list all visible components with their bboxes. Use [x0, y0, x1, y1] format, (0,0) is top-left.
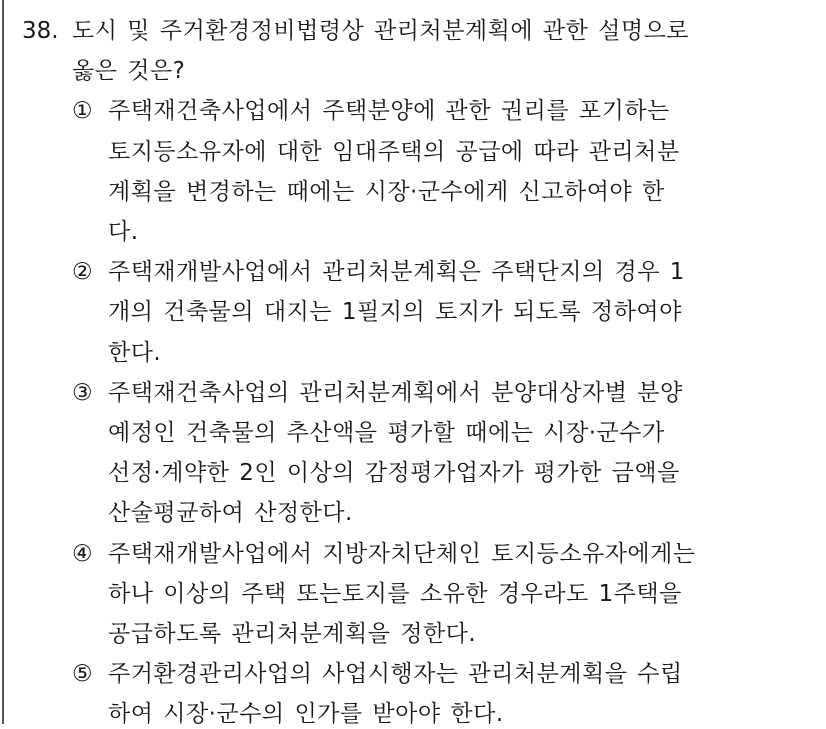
option-5-line-2: 하여 시장·군수의 인가를 받아야 한다. — [108, 701, 504, 727]
option-4-line-3: 공급하도록 관리처분계획을 정한다. — [108, 621, 477, 647]
question-stem-line-1: 도시 및 주거환경정비법령상 관리처분계획에 관한 설명으로 — [72, 18, 690, 44]
option-2-line-1: 주택재개발사업에서 관리처분계획은 주택단지의 경우 1 — [108, 259, 685, 285]
option-1-line-1: 주택재건축사업에서 주택분양에 관한 권리를 포기하는 — [108, 98, 670, 124]
option-5-line-1: 주거환경관리사업의 사업시행자는 관리처분계획을 수립 — [108, 661, 683, 687]
option-3-line-4: 산술평균하여 산정한다. — [108, 500, 353, 526]
option-4-line-2: 하나 이상의 주택 또는토지를 소유한 경우라도 1주택을 — [108, 581, 682, 607]
option-3-line-2: 예정인 건축물의 추산액을 평가할 때에는 시장·군수가 — [108, 420, 665, 446]
option-marker-5: ⑤ — [72, 661, 93, 687]
option-3-line-3: 선정·계약한 2인 이상의 감정평가업자가 평가한 금액을 — [108, 460, 680, 486]
option-marker-4: ④ — [72, 541, 93, 567]
option-2-line-3: 한다. — [108, 340, 162, 366]
option-marker-1: ① — [72, 98, 93, 124]
option-1-line-4: 다. — [108, 219, 139, 245]
option-marker-3: ③ — [72, 380, 93, 406]
option-1-line-3: 계획을 변경하는 때에는 시장·군수에게 신고하여야 한 — [108, 179, 665, 205]
question-stem-line-2: 옳은 것은? — [72, 58, 186, 84]
option-3-line-1: 주택재건축사업의 관리처분계획에서 분양대상자별 분양 — [108, 380, 683, 406]
option-4-line-1: 주택재개발사업에서 지방자치단체인 토지등소유자에게는 — [108, 541, 696, 567]
question-number: 38. — [22, 18, 59, 44]
option-1-line-2: 토지등소유자에 대한 임대주택의 공급에 따라 관리처분 — [108, 139, 680, 165]
option-2-line-2: 개의 건축물의 대지는 1필지의 토지가 되도록 정하여야 — [108, 299, 682, 325]
option-marker-2: ② — [72, 259, 93, 285]
left-border-rule — [2, 0, 4, 724]
